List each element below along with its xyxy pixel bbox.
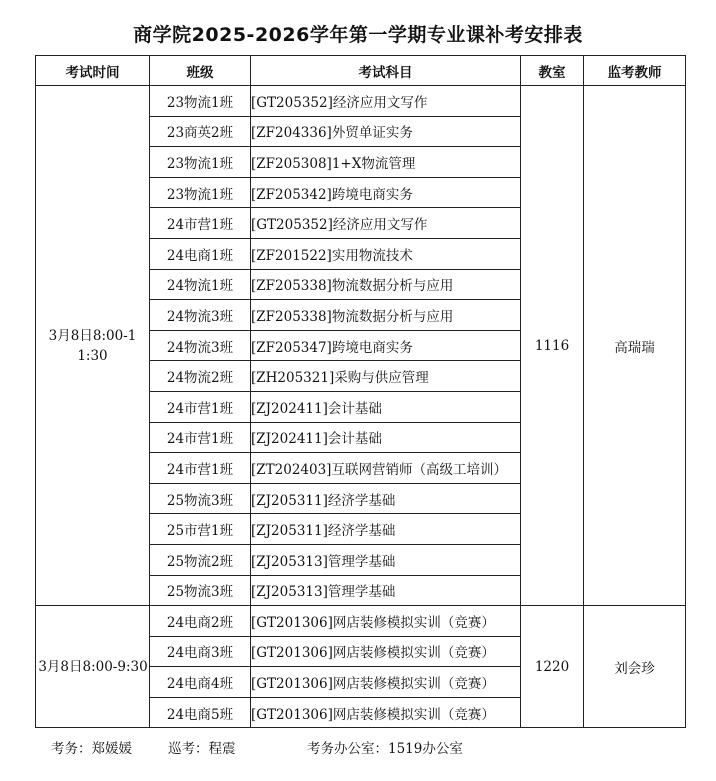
- footer-patrol: 巡考：程震: [168, 741, 236, 757]
- class-cell: 24电商3班: [150, 636, 251, 667]
- table-body: [36, 86, 686, 728]
- class-cell: 24电商5班: [150, 697, 251, 728]
- subject-cell: [ZF205308]1+X物流管理: [251, 147, 521, 178]
- header-subject: 考试科目: [251, 56, 521, 86]
- exam-time-cell: [36, 606, 150, 728]
- subject-cell: [GT201306]网店装修模拟实训（竞赛）: [251, 636, 521, 667]
- teacher-cell: 刘会珍: [584, 606, 686, 728]
- subject-cell: [ZT202403]互联网营销师（高级工培训）: [251, 453, 521, 484]
- subject-cell: [GT201306]网店装修模拟实训（竞赛）: [251, 606, 521, 637]
- subject-cell: [ZJ202411]会计基础: [251, 422, 521, 453]
- subject-cell: [ZJ205313]管理学基础: [251, 575, 521, 606]
- table-row: [36, 606, 686, 637]
- class-cell: 24市营1班: [150, 453, 251, 484]
- class-cell: 25物流3班: [150, 575, 251, 606]
- subject-cell: [ZH205321]采购与供应管理: [251, 361, 521, 392]
- table-row: [36, 86, 686, 117]
- class-cell: 24电商1班: [150, 238, 251, 269]
- class-cell: 24市营1班: [150, 422, 251, 453]
- subject-cell: [ZF205338]物流数据分析与应用: [251, 300, 521, 331]
- subject-cell: [GT201306]网店装修模拟实训（竞赛）: [251, 697, 521, 728]
- subject-cell: [GT205352]经济应用文写作: [251, 86, 521, 117]
- class-cell: 24物流3班: [150, 330, 251, 361]
- subject-cell: [ZF204336]外贸单证实务: [251, 116, 521, 147]
- exam-schedule-table: [35, 55, 686, 728]
- class-cell: 24电商2班: [150, 606, 251, 637]
- subject-cell: [ZJ202411]会计基础: [251, 391, 521, 422]
- table-header-row: [36, 56, 686, 86]
- subject-cell: [GT205352]经济应用文写作: [251, 208, 521, 239]
- page-title: 商学院2025-2026学年第一学期专业课补考安排表: [133, 24, 583, 46]
- header-teacher: 监考教师: [584, 56, 686, 86]
- exam-time-text: 3月8日8:00-9:30: [38, 658, 148, 675]
- class-cell: 24物流3班: [150, 300, 251, 331]
- subject-cell: [ZF205342]跨境电商实务: [251, 177, 521, 208]
- class-cell: 24物流2班: [150, 361, 251, 392]
- subject-cell: [ZF205347]跨境电商实务: [251, 330, 521, 361]
- class-cell: 23商英2班: [150, 116, 251, 147]
- class-cell: 24物流1班: [150, 269, 251, 300]
- class-cell: 24市营1班: [150, 391, 251, 422]
- subject-cell: [ZF201522]实用物流技术: [251, 238, 521, 269]
- class-cell: 23物流1班: [150, 86, 251, 117]
- subject-cell: [ZJ205311]经济学基础: [251, 483, 521, 514]
- header-room: 教室: [521, 56, 584, 86]
- subject-cell: [ZF205338]物流数据分析与应用: [251, 269, 521, 300]
- footer-exam-affairs: 考务：郑媛媛: [51, 741, 132, 757]
- class-cell: 23物流1班: [150, 177, 251, 208]
- subject-cell: [ZJ205311]经济学基础: [251, 514, 521, 545]
- footer-office: 考务办公室：1519办公室: [307, 741, 463, 757]
- class-cell: 24市营1班: [150, 208, 251, 239]
- subject-cell: [ZJ205313]管理学基础: [251, 544, 521, 575]
- header-class: 班级: [150, 56, 251, 86]
- class-cell: 23物流1班: [150, 147, 251, 178]
- class-cell: 25市营1班: [150, 514, 251, 545]
- room-cell: 1116: [521, 86, 584, 606]
- header-time: 考试时间: [36, 56, 150, 86]
- room-cell: 1220: [521, 606, 584, 728]
- teacher-cell: 高瑞瑞: [584, 86, 686, 606]
- class-cell: 24电商4班: [150, 667, 251, 698]
- class-cell: 25物流3班: [150, 483, 251, 514]
- exam-time-cell: [36, 86, 150, 606]
- subject-cell: [GT201306]网店装修模拟实训（竞赛）: [251, 667, 521, 698]
- exam-time-text: 3月8日8:00-11:30: [48, 327, 137, 364]
- class-cell: 25物流2班: [150, 544, 251, 575]
